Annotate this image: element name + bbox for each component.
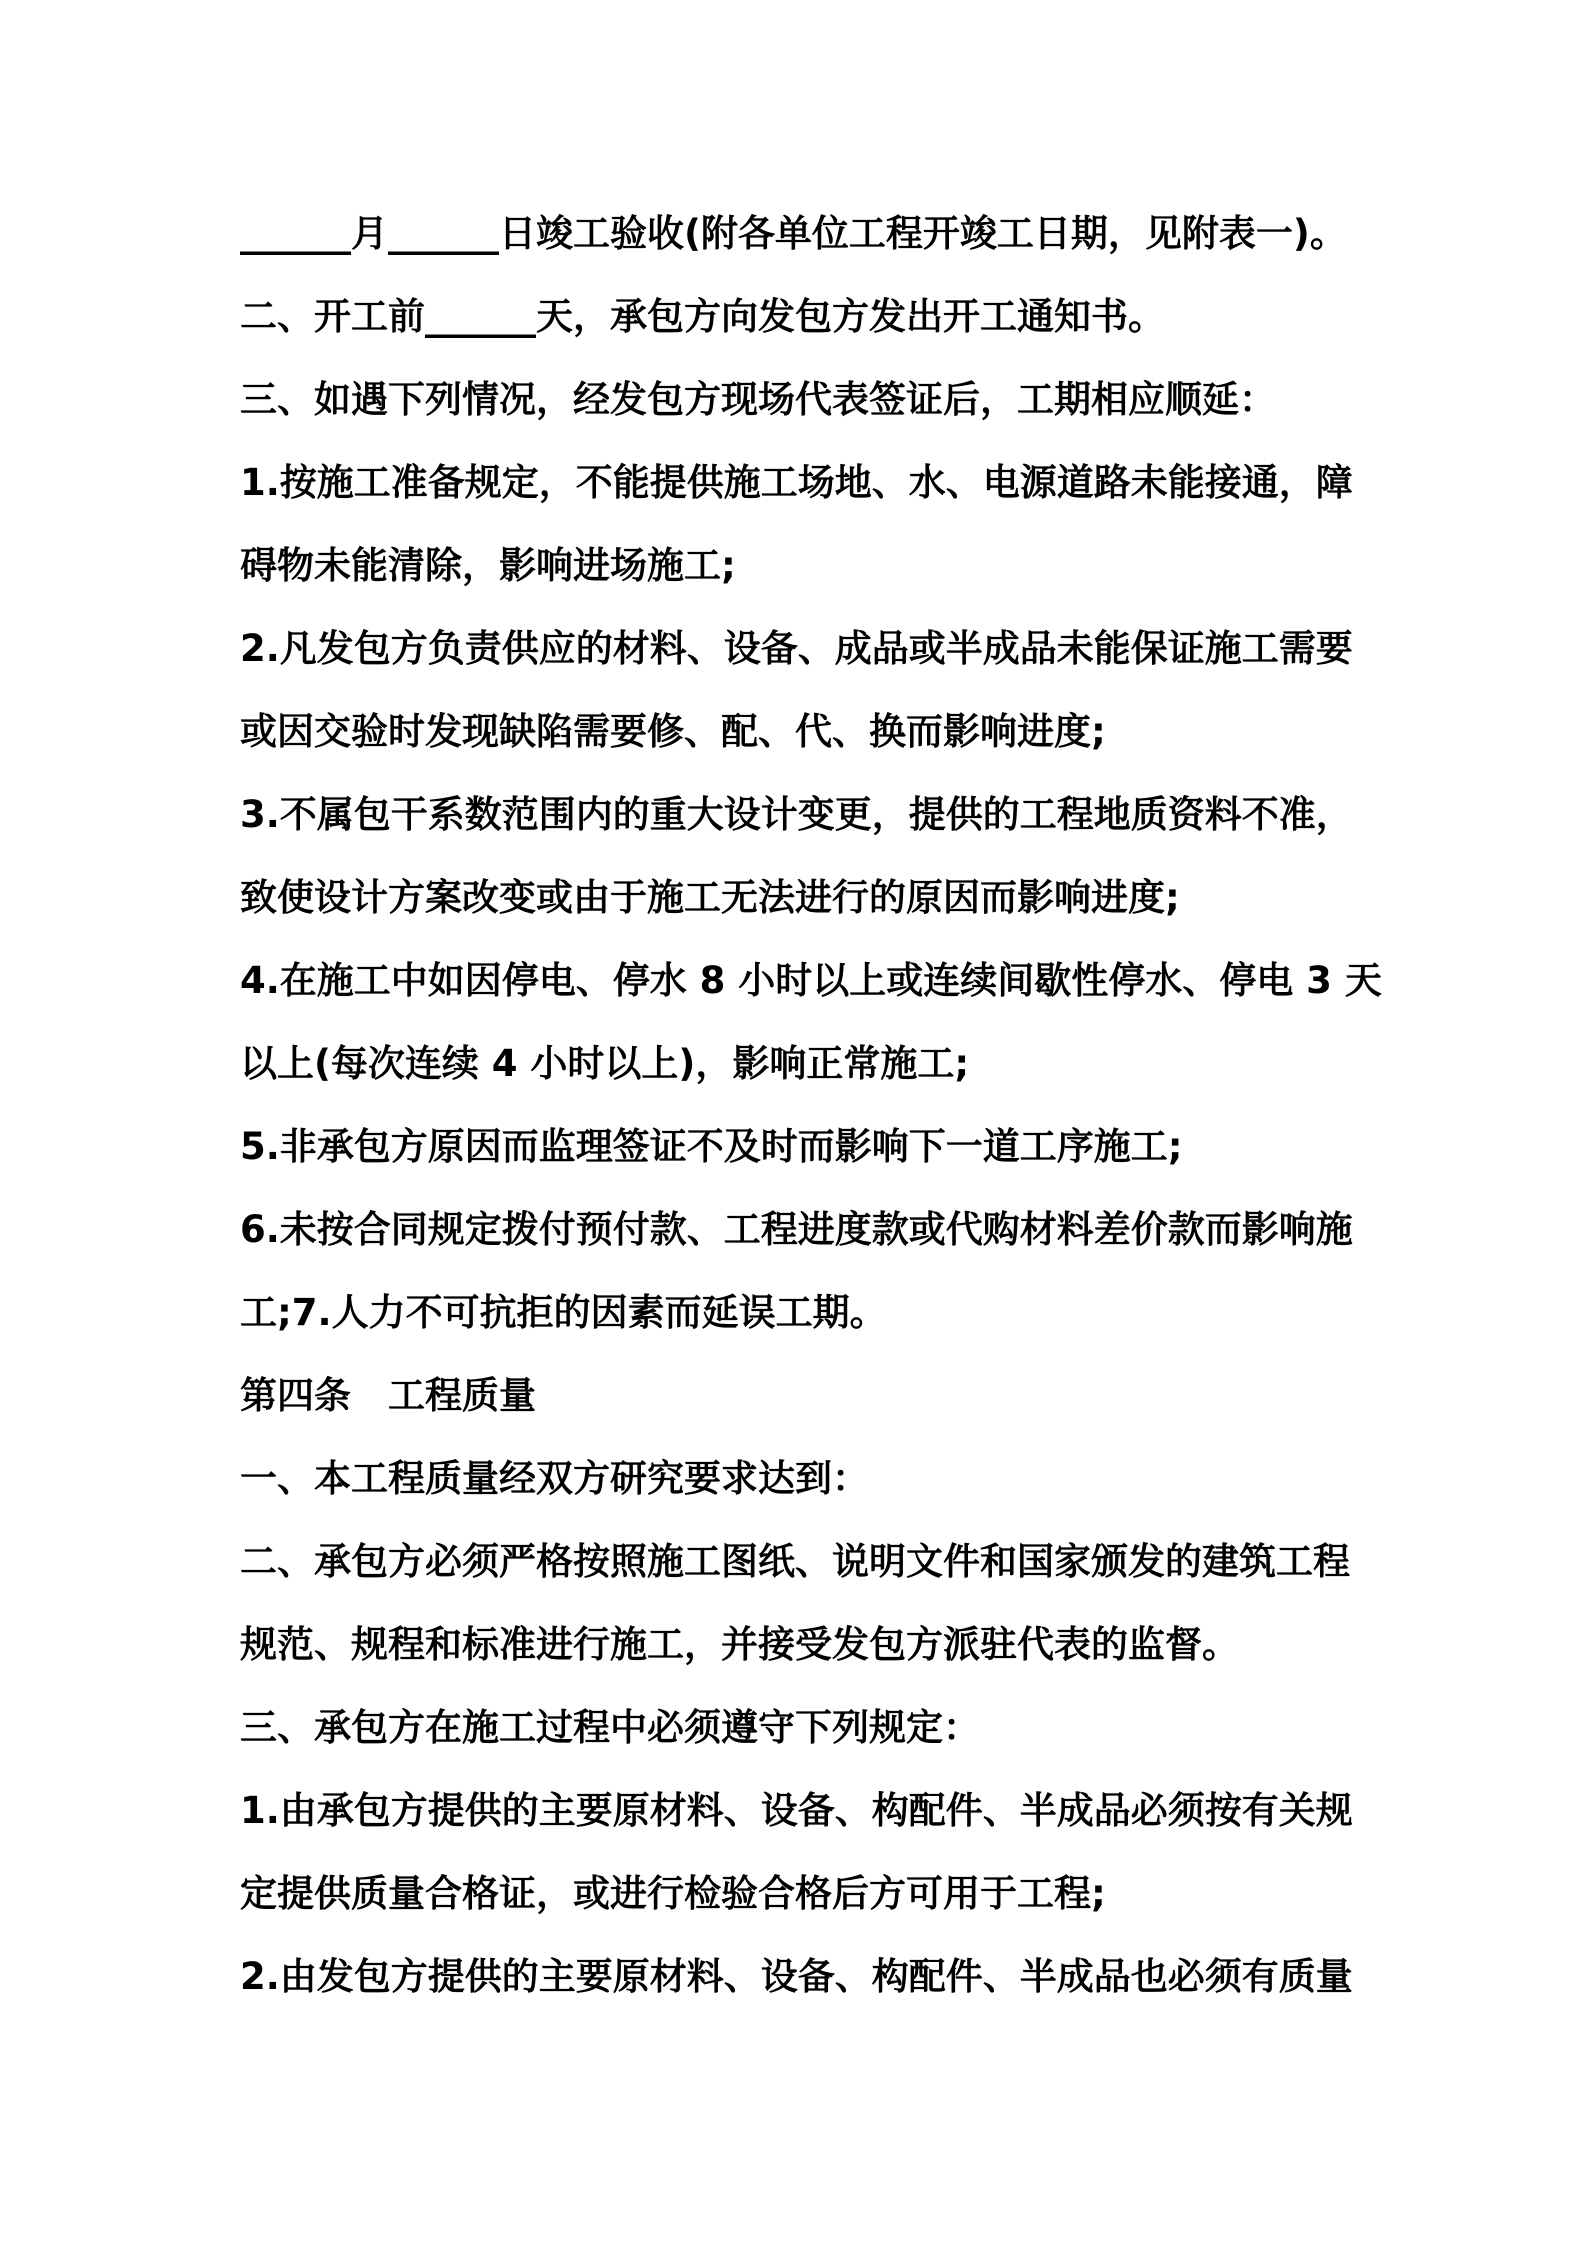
document-line: 2.凡发包方负责供应的材料、设备、成品或半成品未能保证施工需要	[240, 627, 1353, 670]
document-line: 定提供质量合格证，或进行检验合格后方可用于工程;	[240, 1872, 1106, 1915]
document-line: 6.未按合同规定拨付预付款、工程进度款或代购材料差价款而影响施	[240, 1208, 1353, 1251]
document-line: 二、开工前______天，承包方向发包方发出开工通知书。	[240, 295, 1165, 338]
document-line: ______月______日竣工验收(附各单位工程开竣工日期，见附表一)。	[240, 212, 1347, 255]
document-line: 三、承包方在施工过程中必须遵守下列规定：	[240, 1706, 980, 1749]
document-line: 3.不属包干系数范围内的重大设计变更，提供的工程地质资料不准，	[240, 793, 1353, 836]
document-line: 一、本工程质量经双方研究要求达到：	[240, 1457, 869, 1500]
document-line: 5.非承包方原因而监理签证不及时而影响下一道工序施工;	[240, 1125, 1183, 1168]
document-line: 第四条 工程质量	[240, 1374, 536, 1417]
document-line: 致使设计方案改变或由于施工无法进行的原因而影响进度;	[240, 876, 1180, 919]
document-line: 1.由承包方提供的主要原材料、设备、构配件、半成品必须按有关规	[240, 1789, 1353, 1832]
document-line: 4.在施工中如因停电、停水 8 小时以上或连续间歇性停水、停电 3 天	[240, 959, 1382, 1002]
document-line: 以上(每次连续 4 小时以上)，影响正常施工;	[240, 1042, 970, 1085]
document-line: 二、承包方必须严格按照施工图纸、说明文件和国家颁发的建筑工程	[240, 1540, 1350, 1583]
document-line: 规范、规程和标准进行施工，并接受发包方派驻代表的监督。	[240, 1623, 1239, 1666]
document-line: 三、如遇下列情况，经发包方现场代表签证后，工期相应顺延：	[240, 378, 1276, 421]
document-line: 工;7.人力不可抗拒的因素而延误工期。	[240, 1291, 887, 1334]
contract-text-block	[240, 192, 1380, 2018]
document-line: 碍物未能清除，影响进场施工;	[240, 544, 736, 587]
document-line: 1.按施工准备规定，不能提供施工场地、水、电源道路未能接通，障	[240, 461, 1353, 504]
document-line: 或因交验时发现缺陷需要修、配、代、换而影响进度;	[240, 710, 1106, 753]
document-line: 2.由发包方提供的主要原材料、设备、构配件、半成品也必须有质量	[240, 1955, 1353, 1998]
